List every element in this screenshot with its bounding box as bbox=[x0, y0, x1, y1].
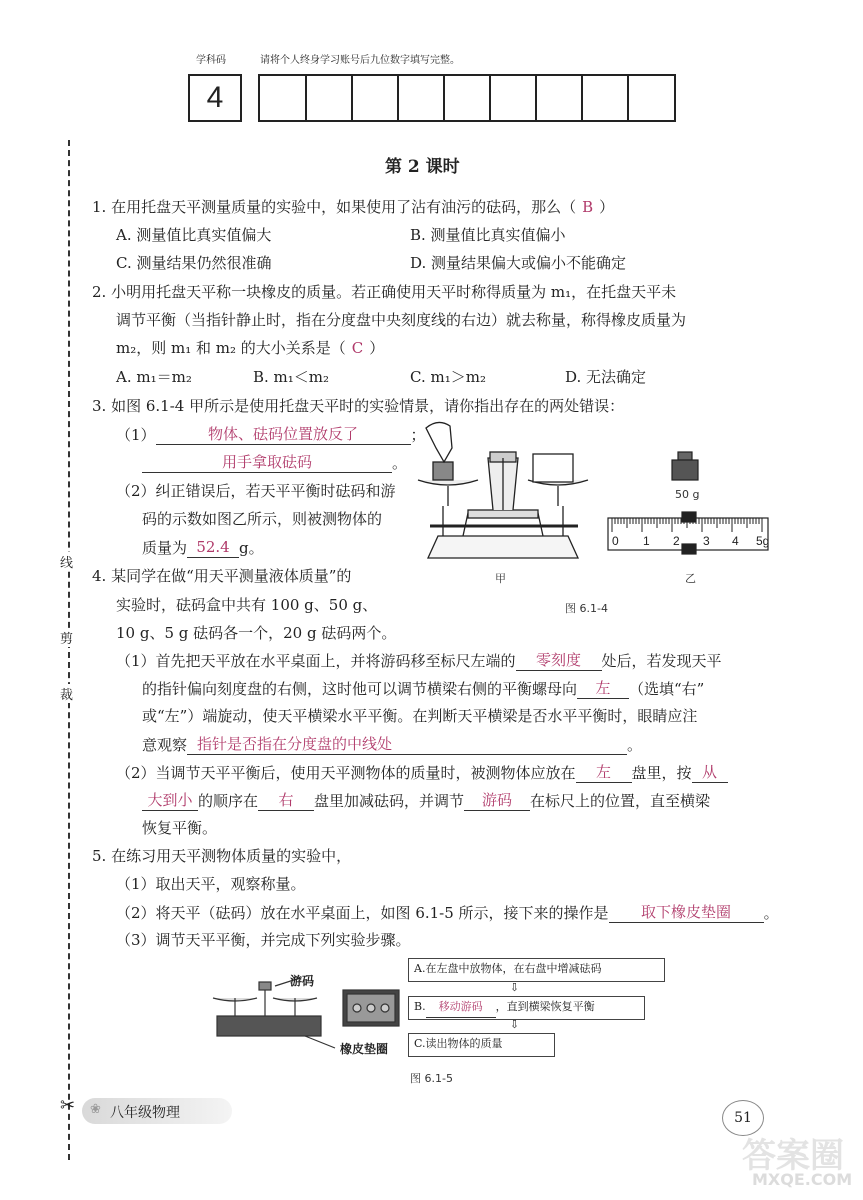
q1-stem: 1. 在用托盘天平测量质量的实验中，如果使用了沾有油污的砝码，那么（ B ） bbox=[92, 198, 615, 216]
digit-cell[interactable] bbox=[443, 76, 445, 120]
account-digit-boxes[interactable] bbox=[258, 74, 676, 122]
digit-cell[interactable] bbox=[305, 76, 307, 120]
margin-label-jian: 剪 bbox=[60, 628, 73, 647]
weight-label: 50 g bbox=[675, 488, 700, 501]
q2-line2: 调节平衡（当指针静止时，指在分度盘中央刻度线的右边）就去称量，称得橡皮质量为 bbox=[116, 311, 687, 329]
tick-label: 5g bbox=[756, 534, 770, 548]
fig-label-dianquan: 橡皮垫圈 bbox=[340, 1042, 389, 1056]
watermark-logo: 答案圈 bbox=[742, 1136, 844, 1176]
digit-cell[interactable] bbox=[397, 76, 399, 120]
cut-line bbox=[68, 140, 70, 1160]
q4-part2-line1: （2）当调节天平平衡后，使用天平测物体的质量时，被测物体应放在 左 盘里，按 从 bbox=[116, 762, 728, 783]
q5-stem: 5. 在练习用天平测物体质量的实验中， bbox=[92, 847, 352, 865]
q4-part1-line3: 或“左”）端旋动，使天平横梁水平平衡。在判断天平横梁是否水平平衡时，眼睛应注 bbox=[142, 707, 698, 725]
scale-tick-labels bbox=[606, 534, 776, 552]
q3-blank3[interactable]: 52.4 bbox=[187, 537, 239, 558]
q2-line3: m₂，则 m₁ 和 m₂ 的大小关系是（ C ） bbox=[116, 339, 385, 357]
balance-figure-jia bbox=[408, 418, 598, 568]
tick-label: 2 bbox=[673, 534, 680, 548]
tick-label: 4 bbox=[732, 534, 739, 548]
q4-blank7[interactable]: 游码 bbox=[464, 790, 530, 811]
fig-caption-6-1-4: 图 6.1-4 bbox=[565, 602, 608, 615]
q1-answer: B bbox=[582, 198, 594, 216]
q5-blank1[interactable]: 取下橡皮垫圈 bbox=[609, 902, 764, 923]
subject-code-value: 4 bbox=[206, 81, 224, 114]
q3-part2-line3: 质量为 52.4 g。 bbox=[142, 538, 264, 557]
q3-stem: 3. 如图 6.1-4 甲所示是使用托盘天平时的实验情景，请你指出存在的两处错误： bbox=[92, 397, 625, 415]
page-number: 51 bbox=[734, 1110, 752, 1126]
tick-label: 0 bbox=[612, 534, 619, 548]
flow-arrow-icon: ⇩ bbox=[510, 1018, 520, 1031]
flow-step-c: C.读出物体的质量 bbox=[408, 1033, 555, 1057]
q4-part2-line3: 恢复平衡。 bbox=[142, 819, 218, 837]
q4-blank5b[interactable]: 大到小 bbox=[142, 790, 198, 811]
digit-cell[interactable] bbox=[627, 76, 629, 120]
q4-blank4[interactable]: 左 bbox=[576, 762, 632, 783]
q4-part1-line1: （1）首先把天平放在水平桌面上，并将游码移至标尺左端的 零刻度 处后，若发现天平 bbox=[116, 651, 722, 670]
q4-line1: 4. 某同学在做“用天平测量液体质量”的 bbox=[92, 567, 352, 585]
flow-arrow-icon: ⇩ bbox=[510, 981, 520, 994]
q4-blank5a[interactable]: 从 bbox=[692, 762, 728, 783]
q3-blank2[interactable]: 用手拿取砝码 bbox=[142, 452, 392, 473]
q4-blank3[interactable]: 指针是否指在分度盘的中线处 bbox=[187, 734, 627, 755]
digit-cell[interactable] bbox=[489, 76, 491, 120]
margin-label-cai: 裁 bbox=[60, 684, 73, 703]
page-title: 第 2 课时 bbox=[385, 157, 460, 177]
q1-option-b: B. 测量值比真实值偏小 bbox=[410, 226, 566, 244]
subject-code-label: 学科码 bbox=[196, 55, 226, 66]
q2-option-c: C. m₁＞m₂ bbox=[410, 368, 486, 386]
q2-option-b: B. m₁＜m₂ bbox=[253, 368, 330, 386]
fig-caption-6-1-5: 图 6.1-5 bbox=[410, 1072, 453, 1085]
tick-label: 1 bbox=[643, 534, 650, 548]
q4-blank1[interactable]: 零刻度 bbox=[516, 650, 602, 671]
watermark-site: MXQE.COM bbox=[752, 1170, 853, 1189]
q3-part1b: 用手拿取砝码 。 bbox=[142, 452, 407, 473]
margin-label-xian: 线 bbox=[60, 552, 73, 571]
q3-part2-line2: 码的示数如图乙所示，则被测物体的 bbox=[142, 510, 383, 528]
q3-part2-line1: （2）纠正错误后，若天平平衡时砝码和游 bbox=[116, 482, 396, 500]
q1-option-d: D. 测量结果偏大或偏小不能确定 bbox=[410, 254, 627, 272]
flow-b-blank[interactable]: 移动游码 bbox=[426, 997, 496, 1018]
tick-label: 3 bbox=[703, 534, 710, 548]
q2-answer: C bbox=[351, 339, 364, 357]
q5-step2: （2）将天平（砝码）放在水平桌面上，如图 6.1-5 所示，接下来的操作是 取下橡皮垫圈 。 bbox=[116, 903, 779, 922]
digit-cell[interactable] bbox=[581, 76, 583, 120]
q5-step1: （1）取出天平，观察称量。 bbox=[116, 875, 306, 893]
q4-part2-line2: 大到小 的顺序在 右 盘里加减砝码，并调节 游码 在标尺上的位置，直至横梁 bbox=[142, 790, 710, 811]
digit-cell[interactable] bbox=[535, 76, 537, 120]
q2-line1: 2. 小明用托盘天平称一块橡皮的质量。若正确使用天平时称得质量为 m₁，在托盘天平未 bbox=[92, 283, 677, 301]
flow-step-b: B. 移动游码 ，直到横梁恢复平衡 bbox=[408, 996, 645, 1020]
scissors-icon: ✂ bbox=[60, 1095, 76, 1116]
fig-label-youma: 游码 bbox=[290, 974, 315, 988]
q3-part1: （1） 物体、砝码位置放反了 ； bbox=[116, 425, 426, 444]
q5-step3: （3）调节天平平衡，并完成下列实验步骤。 bbox=[116, 931, 411, 949]
q2-option-a: A. m₁＝m₂ bbox=[116, 368, 192, 386]
account-instruction: 请将个人终身学习账号后九位数字填写完整。 bbox=[260, 55, 460, 66]
q4-line2: 实验时，砝码盒中共有 100 g、50 g、 bbox=[116, 596, 378, 614]
footer-book-title: 八年级物理 bbox=[110, 1104, 180, 1120]
q1-option-c: C. 测量结果仍然很准确 bbox=[116, 254, 272, 272]
q4-line3: 10 g、5 g 砝码各一个，20 g 砝码两个。 bbox=[116, 624, 397, 642]
flow-step-a: A.在左盘中放物体，在右盘中增减砝码 bbox=[408, 958, 665, 982]
footer-book-icon: ❀ bbox=[90, 1102, 101, 1117]
subject-code-box bbox=[188, 74, 242, 122]
q4-blank2[interactable]: 左 bbox=[577, 678, 629, 699]
fig-label-yi: 乙 bbox=[685, 572, 696, 585]
q3-blank1[interactable]: 物体、砝码位置放反了 bbox=[156, 424, 411, 445]
q2-option-d: D. 无法确定 bbox=[565, 368, 647, 386]
fig-label-jia: 甲 bbox=[495, 572, 506, 585]
q1-option-a: A. 测量值比真实值偏大 bbox=[116, 226, 272, 244]
q4-part1-line2: 的指针偏向刻度盘的右侧，这时他可以调节横梁右侧的平衡螺母向 左 （选填“右” bbox=[142, 679, 705, 698]
digit-cell[interactable] bbox=[351, 76, 353, 120]
q4-part1-line4: 意观察 指针是否指在分度盘的中线处 。 bbox=[142, 735, 643, 754]
q4-blank6[interactable]: 右 bbox=[258, 790, 314, 811]
